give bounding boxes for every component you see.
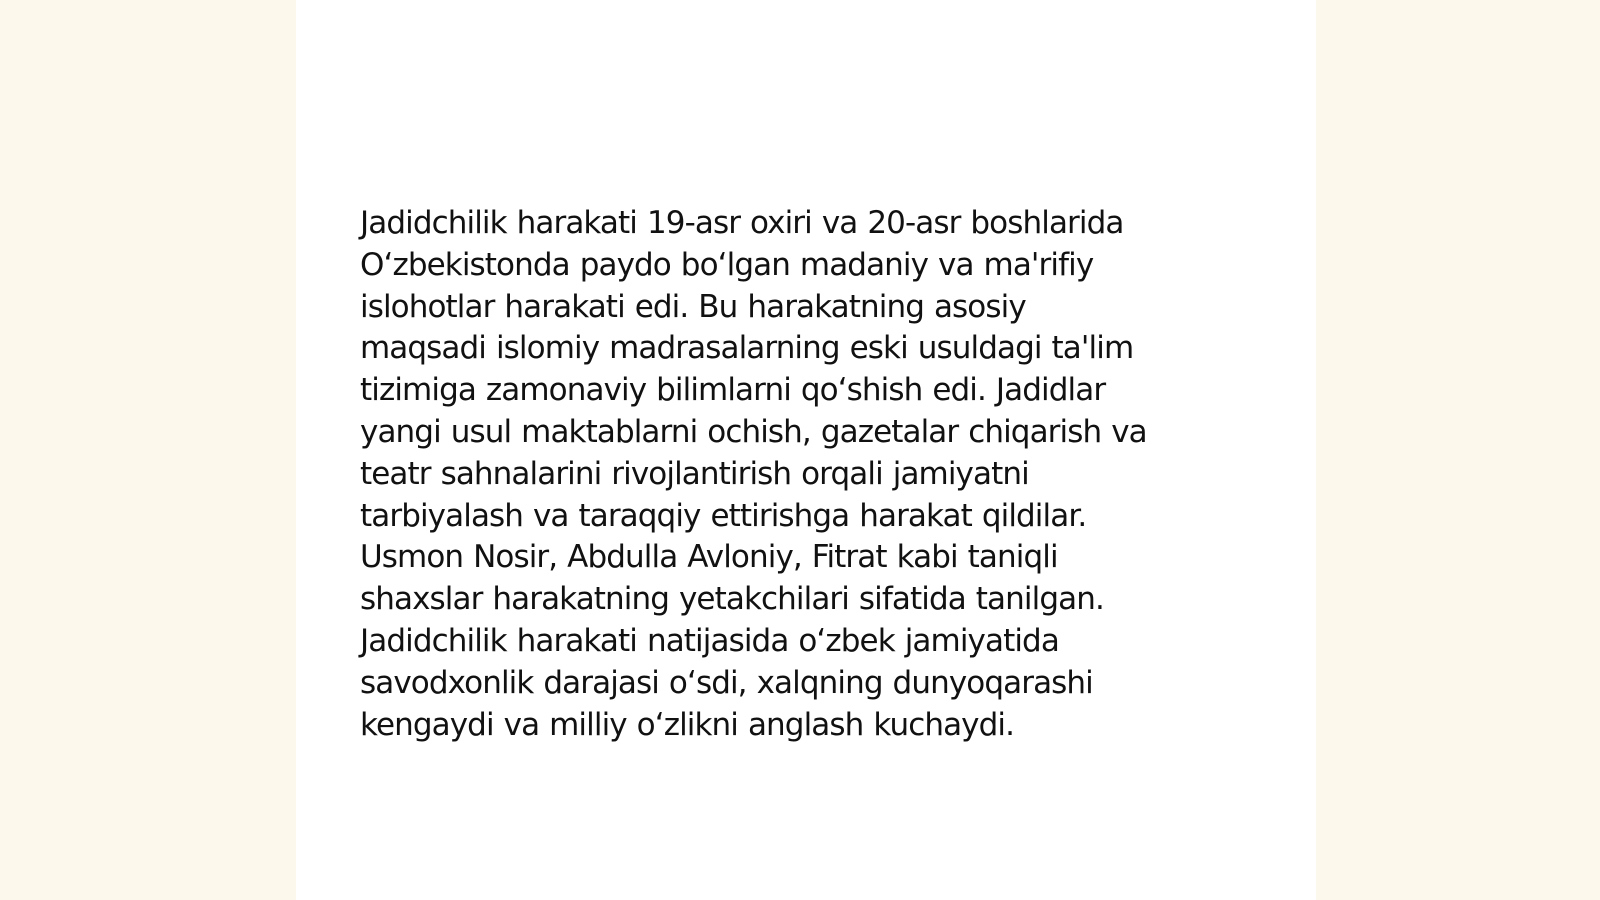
text-line-6: yangi usul maktablarni ochish, gazetalar chiqarish va <box>360 413 1147 450</box>
text-line-7: teatr sahnalarini rivojlantirish orqali jamiyatni <box>360 455 1029 492</box>
text-line-2: O‘zbekistonda paydo bo‘lgan madaniy va ma'rifiy <box>360 246 1094 283</box>
text-line-10: shaxslar harakatning yetakchilari sifatida tanilgan. <box>360 581 1104 618</box>
document-page <box>296 0 1316 900</box>
text-line-9: Usmon Nosir, Abdulla Avloniy, Fitrat kabi taniqli <box>360 539 1058 576</box>
body-paragraph <box>360 203 1260 746</box>
text-line-8: tarbiyalash va taraqqiy ettirishga harakat qildilar. <box>360 497 1087 534</box>
text-line-13: kengaydi va milliy o‘zlikni anglash kuchaydi. <box>360 706 1015 743</box>
text-line-1: Jadidchilik harakati 19-asr oxiri va 20-asr boshlarida <box>360 205 1124 241</box>
text-line-12: savodxonlik darajasi o‘sdi, xalqning dunyoqarashi <box>360 664 1093 701</box>
text-line-4: maqsadi islomiy madrasalarning eski usuldagi ta'lim <box>360 330 1134 367</box>
text-line-5: tizimiga zamonaviy bilimlarni qo‘shish edi. Jadidlar <box>360 372 1106 409</box>
left-margin-area <box>0 0 296 900</box>
text-line-11: Jadidchilik harakati natijasida o‘zbek jamiyatida <box>360 622 1059 659</box>
right-margin-area <box>1316 0 1600 900</box>
text-line-3: islohotlar harakati edi. Bu harakatning asosiy <box>360 288 1026 325</box>
